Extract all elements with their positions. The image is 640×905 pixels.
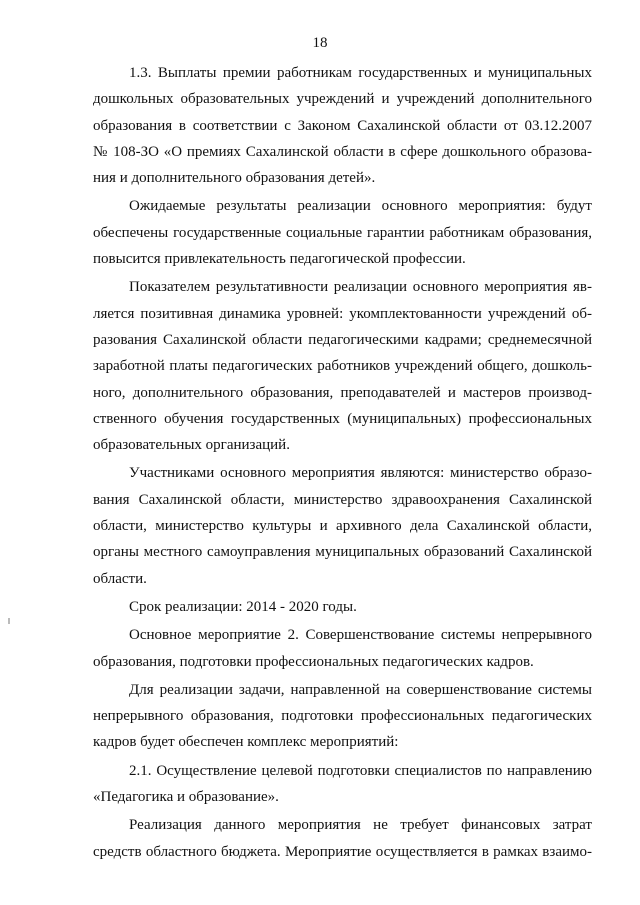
- text-line: вания Сахалинской области, министерство здравоохранения Сахалинской: [93, 491, 592, 508]
- text-line: образования в соответствии с Законом Сахалинской области от 03.12.2007: [93, 117, 592, 134]
- text-line: ния и дополнительного образования детей».: [93, 170, 376, 187]
- text-line: заработной платы педагогических работников учреждений общего, дошколь-: [93, 358, 592, 375]
- text-line: средств областного бюджета. Мероприятие осуществляется в рамках взаимо-: [93, 843, 592, 860]
- text-line: Срок реализации: 2014 - 2020 годы.: [129, 598, 357, 615]
- document-body: [93, 60, 592, 865]
- paragraph: [93, 460, 592, 591]
- text-line: непрерывного образования, подготовки профессиональных педагогических: [93, 708, 592, 725]
- text-line: № 108-ЗО «О премиях Сахалинской области в сфере дошкольного образова-: [93, 143, 592, 160]
- paragraph: [93, 677, 592, 756]
- text-line: обеспечены государственные социальные гарантии работникам образования,: [93, 224, 592, 241]
- text-line: 2.1. Осуществление целевой подготовки специалистов по направлению: [129, 762, 592, 779]
- text-line: области, министерство культуры и архивного дела Сахалинской области,: [93, 518, 592, 535]
- text-line: Для реализации задачи, направленной на совершенствование системы: [129, 681, 592, 698]
- page-number: 18: [312, 35, 328, 51]
- text-line: Участниками основного мероприятия являются: министерство образо-: [129, 465, 592, 482]
- text-line: дошкольных образовательных учреждений и учреждений дополнительного: [93, 91, 592, 108]
- text-line: Ожидаемые результаты реализации основного мероприятия: будут: [129, 198, 592, 215]
- scan-mark: [8, 618, 10, 624]
- text-line: повысится привлекательность педагогической профессии.: [93, 251, 466, 268]
- paragraph: [93, 812, 592, 865]
- text-line: Основное мероприятие 2. Совершенствование системы непрерывного: [129, 627, 592, 644]
- paragraph: [93, 274, 592, 458]
- text-line: «Педагогика и образование».: [93, 789, 279, 806]
- text-line: 1.3. Выплаты премии работникам государственных и муниципальных: [129, 65, 592, 81]
- text-line: Реализация данного мероприятия не требует финансовых затрат: [129, 817, 592, 834]
- text-line: образовательных организаций.: [93, 437, 290, 454]
- paragraph: [93, 594, 592, 620]
- text-line: органы местного самоуправления муниципальных образований Сахалинской: [93, 544, 592, 561]
- paragraph: [93, 60, 592, 191]
- paragraph: [93, 193, 592, 272]
- text-line: области.: [93, 570, 147, 587]
- paragraph: [93, 622, 592, 675]
- text-line: образования, подготовки профессиональных педагогических кадров.: [93, 653, 534, 670]
- paragraph: [93, 758, 592, 811]
- text-line: ного, дополнительного образования, преподавателей и мастеров производ-: [93, 384, 592, 401]
- text-line: кадров будет обеспечен комплекс мероприятий:: [93, 734, 399, 751]
- text-line: Показателем результативности реализации основного мероприятия яв-: [129, 279, 592, 296]
- text-line: разования Сахалинской области педагогическими кадрами; среднемесячной: [93, 331, 592, 348]
- text-line: ственного обучения государственных (муниципальных) профессиональных: [93, 410, 592, 427]
- text-line: ляется позитивная динамика уровней: укомплектованности учреждений об-: [93, 305, 592, 322]
